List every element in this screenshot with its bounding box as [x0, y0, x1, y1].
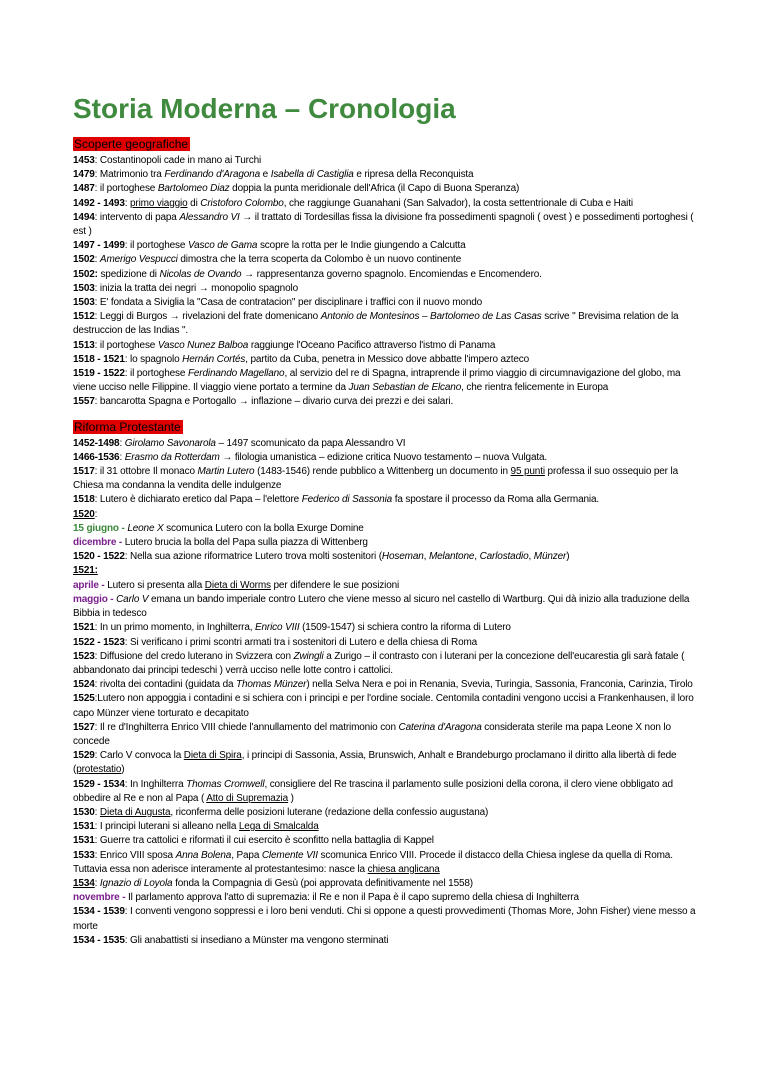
entry-text: 1518 [73, 494, 95, 506]
timeline-entry [73, 353, 698, 367]
entry-text: emana un bando imperiale contro Lutero che viene messo al sicuro nel castello di Wartburg. Qui dà inizio alla traduzione della Bibbia in tedesco [73, 593, 690, 620]
entry-text: scrive " Brevisima relation de la destruccion de las Indias ". [73, 311, 679, 337]
entry-text: chiesa anglicana [367, 863, 440, 875]
entry-text: 1530 [73, 806, 95, 818]
entry-text: Ferdinando d'Aragona [164, 169, 261, 181]
timeline-entry [73, 692, 698, 720]
entry-text: :Lutero non appoggia i contadini e si schiera con i principi e per l'ordine sociale. Centomila contadini vengono uccisi a Frankenhausen, il loro capo Münzer viene torturato e decapitato [73, 693, 694, 719]
entry-text: - [107, 593, 117, 605]
entry-text: : inizia la tratta dei negri → monopolio spagnolo [94, 282, 298, 294]
entry-text: , consigliere del Re trascina il parlamento sulle posizioni della corona, il clero viene obbligato ad obbedire al Re e non al Papa ( [73, 778, 673, 804]
entry-text: considerata sterile ma papa Leone X non lo concede [73, 721, 671, 747]
timeline-entry [73, 550, 698, 564]
section-1-entries [73, 154, 698, 410]
entry-text: Thomas Cromwell [186, 778, 265, 790]
timeline-entry [73, 168, 698, 182]
timeline-entry [73, 593, 698, 621]
entry-text: 1453 [73, 155, 95, 166]
entry-text: : [94, 254, 100, 266]
timeline-entry [73, 465, 698, 493]
entry-text: , riconferma delle posizioni luterane (redazione della confessio augustana) [170, 806, 489, 818]
timeline-entry [73, 678, 698, 692]
entry-text: novembre [73, 892, 120, 904]
entry-text: e ripresa della Reconquista [353, 169, 474, 181]
entry-text: - [98, 579, 108, 591]
entry-text: : il portoghese [124, 240, 188, 252]
entry-text: Thomas Münzer [236, 679, 307, 691]
section-heading: Scoperte geografiche [74, 137, 189, 151]
entry-text: spedizione di [97, 268, 160, 280]
timeline-entry [73, 211, 698, 239]
entry-text: : Matrimonio tra [94, 169, 165, 181]
entry-text: 1512 [73, 311, 95, 323]
entry-text: Melantone [428, 551, 475, 563]
entry-text: 95 punti [510, 466, 545, 478]
entry-text: → rappresentanza governo spagnolo. Encomiendas e Encomendero. [241, 268, 542, 280]
entry-text: 1502 [73, 254, 95, 266]
entry-text: scopre la rotta per le Indie giungendo a Calcutta [257, 240, 466, 252]
section-1 [73, 137, 698, 154]
entry-text: 1521 [73, 622, 95, 634]
entry-text: ) [566, 551, 570, 563]
entry-text: : Enrico VIII sposa [94, 849, 176, 861]
timeline-entry [73, 451, 698, 465]
entry-text: Zwingli [293, 650, 324, 662]
entry-text: Lutero si presenta alla [107, 579, 205, 591]
entry-text: Clemente VII [261, 849, 318, 861]
entry-text: Caterina d'Aragona [398, 721, 482, 733]
entry-text: : Leggi di Burgos → rivelazioni del frate domenicano [94, 311, 321, 323]
entry-text: , [423, 551, 429, 563]
entry-text: Juan Sebastian de Elcano [348, 382, 462, 394]
timeline-entry [73, 749, 698, 777]
entry-text: : Diffusione del credo luterano in Svizzera con [94, 650, 294, 662]
entry-text: 1524 [73, 679, 95, 691]
timeline-entry [73, 877, 698, 891]
entry-text: di [187, 197, 201, 209]
timeline-entry [73, 650, 698, 678]
entry-text: protestatio [76, 764, 122, 776]
timeline-entry [73, 778, 698, 806]
timeline-entry [73, 721, 698, 749]
entry-text: 1518 - 1521 [73, 353, 125, 365]
entry-text: → filologia umanistica – edizione critica Nuovo testamento – nuova Vulgata. [219, 451, 548, 463]
entry-text: 1487 [73, 183, 95, 195]
entry-text: primo viaggio [130, 197, 188, 209]
entry-text: 1533 [73, 849, 95, 861]
entry-text: 1534 - 1539 [73, 906, 125, 918]
entry-text: , che raggiunge Guanahani (San Salvador), la costa settentrionale di Cuba e Haiti [283, 197, 633, 209]
entry-text: ) [288, 792, 294, 804]
timeline-entry [73, 636, 698, 650]
entry-text: : Si verificano i primi scontri armati tra i sostenitori di Lutero e della chiesa di Roma [124, 636, 478, 648]
entry-text: 1531 [73, 821, 95, 833]
entry-text: , partito da Cuba, penetra in Messico dove abbatte l'impero azteco [245, 353, 530, 365]
section-heading: Riforma Protestante [74, 419, 181, 434]
timeline-entry [73, 310, 698, 338]
timeline-entry [73, 891, 698, 905]
document-page [73, 92, 698, 948]
entry-text: (1509-1547) si schiera contro la riforma di Lutero [299, 622, 511, 634]
entry-text: 1534 [73, 877, 95, 889]
entry-text: : rivolta dei contadini (guidata da [94, 679, 237, 691]
timeline-entry [73, 905, 698, 933]
entry-text: : Carlo V convoca la [94, 750, 184, 762]
entry-text: Carlostadio [479, 551, 529, 563]
entry-text: dimostra che la terra scoperta da Colombo è un nuovo continente [177, 254, 462, 266]
entry-text: 1527 [73, 721, 95, 733]
timeline-entry [73, 934, 698, 948]
entry-text: , [474, 551, 480, 563]
entry-text: : In Inghilterra [124, 778, 187, 790]
entry-text: Vasco Nunez Balboa [157, 339, 249, 351]
entry-text: 1534 - 1535 [73, 934, 125, 946]
entry-text: doppia la punta meridionale dell'Africa (il Capo di Buona Speranza) [229, 183, 520, 195]
entry-text: Ferdinando Magellano [187, 368, 285, 380]
entry-text: Erasmo da Rotterdam [124, 451, 220, 463]
entry-text: , che rientra felicemente in Europa [461, 382, 609, 394]
entry-text: 1497 - 1499 [73, 240, 125, 252]
entry-text: Nicolas de Ovando [159, 268, 242, 280]
timeline-entry [73, 268, 698, 282]
entry-text: a Zurigo – il contrasto con i luterani per la concezione dell'eucarestia gli sarà fatale ( abbandonato dai principi tedeschi ) verrà ucciso nelle lotte contro i cattolici. [73, 650, 685, 676]
entry-text: maggio [73, 593, 108, 605]
entry-text: aprile [73, 579, 99, 591]
entry-text: fa spostare il processo da Roma alla Germania. [392, 494, 600, 506]
timeline-entry [73, 367, 698, 395]
entry-text: 1523 [73, 650, 95, 662]
entry-text: , [528, 551, 534, 563]
entry-text: : [119, 451, 125, 463]
timeline-entry [73, 437, 698, 451]
entry-text: Anna Bolena [175, 849, 232, 861]
entry-text: Atto di Supremazia [206, 792, 289, 804]
entry-text: → il trattato di Tordesillas fissa la divisione fra possedimenti spagnoli ( ovest ) e possedimenti portoghesi ( est ) [73, 211, 694, 238]
entry-text: Lutero brucia la bolla del Papa sulla piazza di Wittenberg [124, 537, 368, 549]
timeline-entry [73, 536, 698, 550]
entry-text: : Nella sua azione riformatrice Lutero trova molti sostenitori ( [124, 551, 382, 563]
timeline-entry [73, 197, 698, 211]
timeline-entry [73, 154, 698, 168]
entry-text: : Costantinopoli cade in mano ai Turchi [94, 155, 262, 166]
entry-text: dicembre [73, 537, 117, 549]
entry-text: Vasco de Gama [187, 240, 258, 252]
entry-text: 1466-1536 [73, 451, 120, 463]
entry-text: Antonio de Montesinos – Bartolomeo de Las Casas [320, 311, 542, 323]
entry-text: Alessandro VI [179, 211, 240, 223]
timeline-entry [73, 239, 698, 253]
entry-text: : intervento di papa [94, 211, 180, 223]
entry-text: Dieta di Worms [204, 579, 271, 591]
timeline-entry [73, 339, 698, 353]
entry-text: , i principi di Sassonia, Assia, Brunswich, Anhalt e Brandeburgo proclamano il diritto alla libertà di fede ( [73, 750, 677, 776]
entry-text: Leone X [127, 522, 164, 534]
entry-text: : [124, 197, 130, 209]
entry-text: 1522 - 1523 [73, 636, 125, 648]
entry-text: e [260, 169, 271, 181]
entry-text: Hernán Cortés [182, 353, 246, 365]
timeline-entry [73, 253, 698, 267]
entry-text: Il parlamento approva l'atto di supremazia: il Re e non il Papa è il capo supremo della chiesa di Inghilterra [128, 892, 579, 904]
entry-text: Carlo V [116, 593, 149, 605]
timeline-entry [73, 579, 698, 593]
entry-text: 1494 [73, 211, 95, 223]
entry-text: Federico di Sassonia [301, 494, 393, 506]
entry-text: 1525 [73, 693, 95, 705]
entry-text: : [94, 806, 100, 818]
entry-text: : Gli anabattisti si insediano a Münster ma vengono sterminati [124, 934, 389, 946]
entry-text: 1492 - 1493 [73, 197, 125, 209]
entry-text: 1529 - 1534 [73, 778, 125, 790]
timeline-entry [73, 849, 698, 877]
entry-text: 1521: [73, 565, 98, 577]
entry-text: 1519 - 1522 [73, 368, 125, 380]
entry-text: fonda la Compagnia di Gesù (poi approvata definitivamente nel 1558) [172, 877, 473, 889]
timeline-entry [73, 522, 698, 536]
entry-text: 1520 [73, 508, 95, 520]
entry-text: : il portoghese [94, 183, 158, 195]
entry-text: Münzer [533, 551, 567, 563]
entry-text: 1502: [73, 268, 98, 280]
entry-text: ) nella Selva Nera e poi in Renania, Svevia, Turingia, Sassonia, Franconia, Carinzia, Tirolo [306, 679, 693, 691]
entry-text: Bartolomeo Diaz [157, 183, 230, 195]
entry-text: : bancarotta Spagna e Portogallo → inflazione – divario curva dei prezzi e dei salari. [94, 396, 454, 408]
entry-text: 1513 [73, 339, 95, 351]
entry-text: 1557 [73, 396, 95, 408]
timeline-entry [73, 820, 698, 834]
entry-text: 1517 [73, 466, 95, 478]
timeline-entry [73, 282, 698, 296]
entry-text: : [94, 508, 98, 520]
entry-text: 1479 [73, 169, 95, 181]
entry-text: 1503 [73, 297, 95, 309]
entry-text: , Papa [231, 849, 262, 861]
entry-text: ) [121, 764, 125, 776]
entry-text: scomunica Lutero con la bolla Exurge Domine [163, 522, 364, 534]
timeline-entry [73, 834, 698, 848]
entry-text: : I conventi vengono soppressi e i loro beni venduti. Chi si oppone a questi provvedimenti (Thomas More, John Fisher) viene messo a morte [73, 906, 696, 932]
entry-text: scomunica Enrico VIII. Procede il distacco della Chiesa inglese da quella di Roma. Tuttavia essa non aderisce interamente al protestantesimo: nasce la [73, 849, 673, 875]
entry-text: : lo spagnolo [124, 353, 183, 365]
entry-text: Dieta di Spira [183, 750, 242, 762]
entry-text: : In un primo momento, in Inghilterra, [94, 622, 255, 634]
timeline-entry [73, 493, 698, 507]
entry-text: : Il re d'Inghilterra Enrico VIII chiede l'annullamento del matrimonio con [94, 721, 399, 733]
entry-text: Dieta di Augusta [99, 806, 171, 818]
page-title: Storia Moderna – Cronologia [73, 93, 456, 124]
entry-text: : Lutero è dichiarato eretico dal Papa – l'elettore [94, 494, 302, 506]
entry-text: : il portoghese [124, 368, 188, 380]
entry-text: : il 31 ottobre Il monaco [94, 466, 198, 478]
timeline-entry [73, 395, 698, 409]
entry-text: Girolamo Savonarola [124, 437, 216, 449]
entry-text: : I principi luterani si alleano nella [94, 821, 239, 833]
entry-text: professa il suo ossequio per la Chiesa ma condanna la vendita delle indulgenze [73, 466, 678, 492]
entry-text: 1531 [73, 835, 95, 847]
entry-text: : il portoghese [94, 339, 158, 351]
timeline-entry [73, 564, 698, 578]
entry-text: : [119, 437, 125, 449]
entry-text: Hoseman [381, 551, 424, 563]
entry-text: 1529 [73, 750, 95, 762]
entry-text: Amerigo Vespucci [99, 254, 178, 266]
timeline-entry [73, 508, 698, 522]
section-2-entries [73, 437, 698, 948]
entry-text: - [119, 892, 129, 904]
entry-text: : Guerre tra cattolici e riformati il cui esercito è sconfitto nella battaglia di Kappel [94, 835, 434, 847]
timeline-entry [73, 296, 698, 310]
entry-text: - [116, 537, 125, 549]
entry-text: : E' fondata a Siviglia la "Casa de contratacion" per disciplinare i traffici con il nuovo mondo [94, 297, 483, 309]
entry-text: Martin Lutero [197, 466, 255, 478]
timeline-entry [73, 806, 698, 820]
timeline-entry [73, 182, 698, 196]
entry-text: Cristoforo Colombo [200, 197, 284, 209]
entry-text: 1452-1498 [73, 437, 120, 449]
entry-text: 15 giugno [73, 522, 119, 534]
section-2 [73, 420, 698, 437]
entry-text: Lega di Smalcalda [238, 821, 319, 833]
entry-text: Ignazio di Loyola [99, 877, 173, 889]
entry-text: Isabella di Castiglia [270, 169, 354, 181]
entry-text: raggiunge l'Oceano Pacifico attraverso l'istmo di Panama [248, 339, 496, 351]
entry-text: , al servizio del re di Spagna, intraprende il primo viaggio di circumnavigazione del globo, ma viene ucciso nelle Filippine. Il viaggio viene portato a termine da [73, 368, 681, 394]
entry-text: per difendere le sue posizioni [270, 579, 400, 591]
entry-text: Enrico VIII [255, 622, 300, 634]
timeline-entry [73, 621, 698, 635]
entry-text: 1503 [73, 282, 95, 294]
entry-text: (1483-1546) rende pubblico a Wittenberg un documento in [254, 466, 511, 478]
entry-text: : [94, 877, 100, 889]
entry-text: – 1497 scomunicato da papa Alessandro VI [215, 437, 406, 449]
entry-text: 1520 - 1522 [73, 551, 125, 563]
entry-text: - [118, 522, 128, 534]
